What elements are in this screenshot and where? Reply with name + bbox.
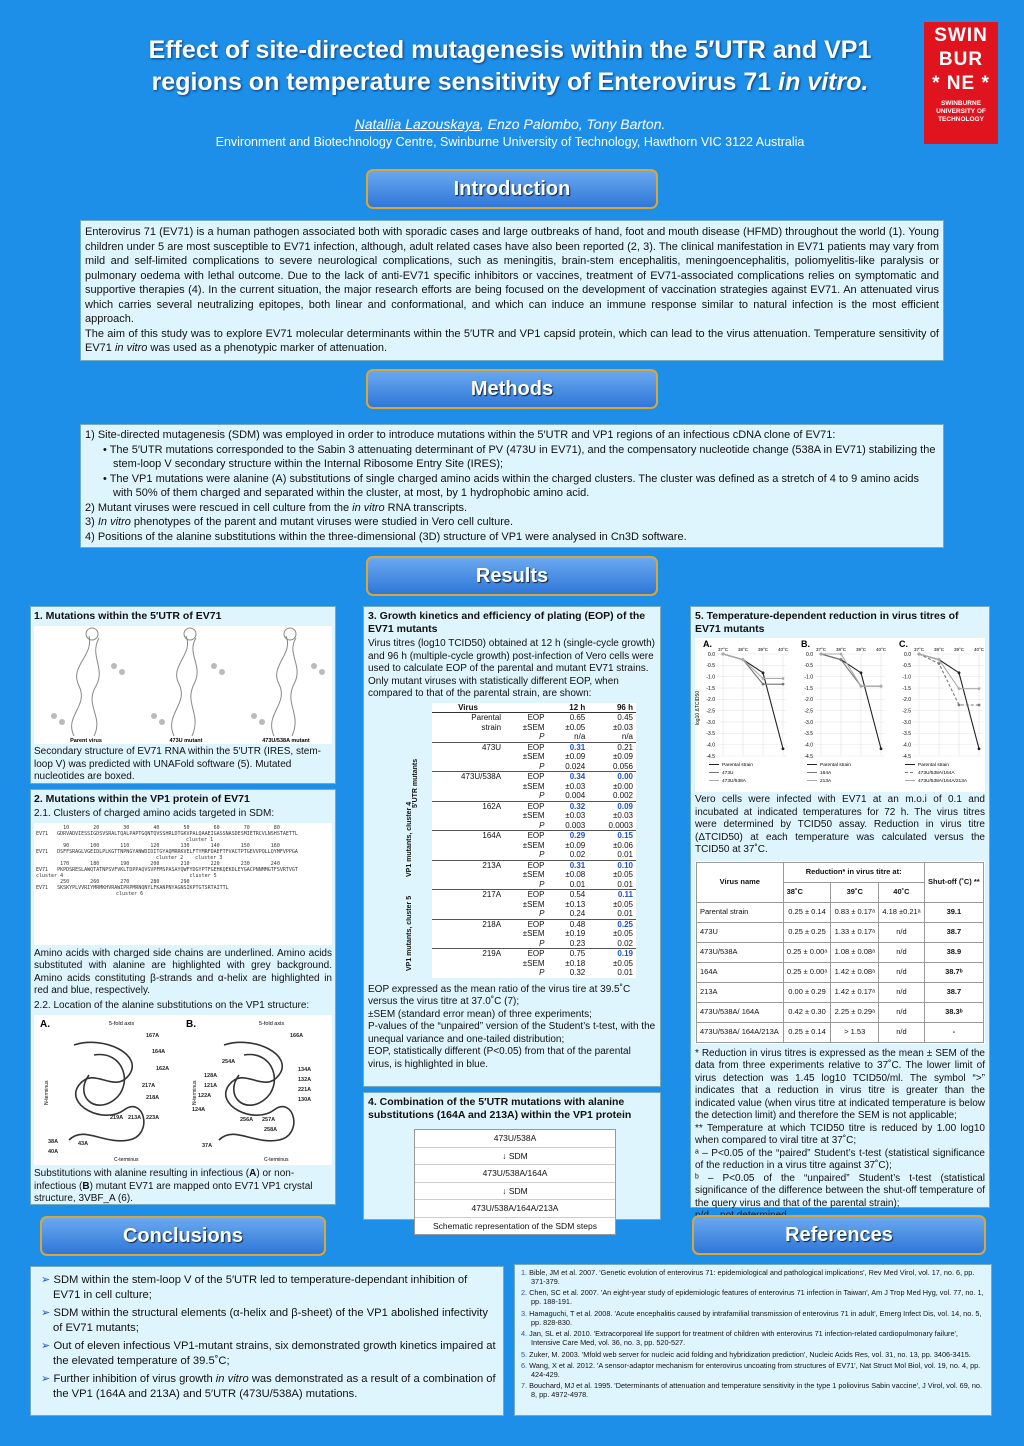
y-tick-label: -1.0 xyxy=(706,674,715,681)
reference-item: 7. Bouchard, MJ et al. 1995. 'Determinants of attenuation and temperature sensitivity in the type 1 poliovirus Sabin vaccine', J Virol, vol. 69, no. 8, pp. 4972-4978. xyxy=(521,1381,982,1400)
data-point xyxy=(722,653,725,656)
x-tick-label: 38°C xyxy=(933,647,945,652)
x-tick-label: 40°C xyxy=(777,647,789,652)
data-point xyxy=(958,704,961,707)
eop-row: ±SEM ±0.09 ±0.06 xyxy=(522,840,633,850)
rna-structures xyxy=(34,626,334,744)
y-tick-label: -4.0 xyxy=(804,742,813,749)
group-label-5utr: 5′UTR mutants xyxy=(412,757,419,808)
svg-text:130A: 130A xyxy=(298,1097,312,1103)
label-473u538a: 473U/538A mutant xyxy=(262,738,310,744)
series-line xyxy=(723,654,783,749)
title-line-1: Effect of site-directed mutagenesis within the 5′UTR and VP1 xyxy=(148,36,872,64)
legend-entry: 213A xyxy=(820,779,832,784)
svg-text:218A: 218A xyxy=(146,1095,160,1101)
eop-row: P 0.32 0.01 xyxy=(539,968,633,977)
svg-text:43A: 43A xyxy=(78,1141,89,1147)
data-point xyxy=(938,662,941,665)
eop-row: 162A EOP 0.32 0.09 xyxy=(432,801,636,811)
titre-reduction-charts xyxy=(695,638,987,792)
y-tick-label: -4.5 xyxy=(902,753,911,760)
eop-table-wrap xyxy=(406,702,636,978)
eop-note-1: EOP expressed as the mean ratio of the virus tire at 39.5˚C versus the virus titre at 37.0˚C (7); xyxy=(368,983,631,1007)
result-1-title: 1. Mutations within the 5′UTR of EV71 xyxy=(34,610,222,622)
y-tick-label: -4.0 xyxy=(902,742,911,749)
result-2-title: 2. Mutations within the VP1 protein of EV71 xyxy=(34,793,250,805)
eop-row: 473U EOP 0.31 0.21 xyxy=(432,742,636,752)
x-tick-label: 37°C xyxy=(815,647,827,652)
svg-text:221A: 221A xyxy=(298,1087,312,1093)
reduction-table-wrap xyxy=(695,861,985,1044)
svg-text:C-terminus: C-terminus xyxy=(264,1157,289,1163)
svg-text:134A: 134A xyxy=(298,1067,312,1073)
chart-title: A. xyxy=(703,639,712,649)
data-point xyxy=(880,685,883,688)
svg-text:128A: 128A xyxy=(204,1073,218,1079)
conclusion-4: ➢ Further inhibition of virus growth in vitro was demonstrated as a result of a combination of the VP1 (164A and 213A) and 5′UTR (473U/538A) mutations. xyxy=(41,1373,496,1400)
eop-row: P 0.024 0.056 xyxy=(539,761,633,771)
label-473u: 473U mutant xyxy=(169,738,203,744)
y-tick-label: -3.0 xyxy=(804,719,813,726)
y-tick-label: -0.5 xyxy=(902,663,911,670)
x-tick-label: 39°C xyxy=(855,647,867,652)
svg-text:132A: 132A xyxy=(298,1077,312,1083)
series-line xyxy=(919,654,979,705)
introduction-panel xyxy=(80,220,944,361)
eop-row: P 0.02 0.01 xyxy=(539,850,633,859)
footnote-2: ** Temperature at which TCID50 titre is reduced by 1.00 log10 when compared to viral titre at 37˚C; xyxy=(695,1122,985,1146)
y-tick-label: 0.0 xyxy=(708,651,715,658)
legend-entry: 473U/538A xyxy=(722,779,747,784)
data-point xyxy=(762,671,765,674)
reference-list xyxy=(521,1268,985,1399)
panel-a-label: A. xyxy=(40,1019,50,1030)
legend-entry: 473U/538A/164A/213A xyxy=(918,779,968,784)
svg-text:N-terminus: N-terminus xyxy=(44,1080,50,1105)
chart-1 xyxy=(695,639,789,784)
methods-header: Methods xyxy=(366,369,658,409)
legend-entry: 473U/538A/164A xyxy=(918,771,955,776)
data-point xyxy=(958,687,961,690)
group-label-cluster4: VP1 mutants, cluster 4 xyxy=(406,800,413,877)
series-line xyxy=(821,654,881,749)
data-point xyxy=(860,685,863,688)
result-2-sub1: 2.1. Clusters of charged amino acids targeted in SDM: xyxy=(34,808,275,819)
conclusions-header: Conclusions xyxy=(40,1216,326,1256)
series-line xyxy=(821,654,881,686)
label-parent: Parent virus xyxy=(70,738,102,744)
swinburne-logo: SWIN BUR * NE * SWINBURNE UNIVERSITY OF TECHNOLOGY xyxy=(924,22,998,144)
svg-text:166A: 166A xyxy=(290,1033,304,1039)
svg-text:164A: 164A xyxy=(152,1049,166,1055)
svg-text:217A: 217A xyxy=(142,1083,156,1089)
intro-paragraph-2: The aim of this study was to explore EV71 molecular determinants within the 5′UTR and VP1 capsid protein, which can lead to the virus attenuation. Temperature sensitivity of EV71 in vitro was used as a phenotypic marker of attenuation. xyxy=(85,327,939,354)
data-point xyxy=(782,677,785,680)
method-2: 2) Mutant viruses were rescued in cell culture from the in vitro RNA transcripts. xyxy=(85,501,468,514)
conclusions-panel xyxy=(30,1266,504,1416)
x-tick-label: 40°C xyxy=(875,647,887,652)
chart-title: C. xyxy=(899,639,908,649)
result-5-title: 5. Temperature-dependent reduction in virus titres of EV71 mutants xyxy=(695,610,959,635)
conclusion-2: ➢ SDM within the structural elements (α-helix and β-sheet) of the VP1 abolished infectivity of EV71 mutants; xyxy=(41,1307,488,1334)
authors: Natallia Lazouskaya, Enzo Palombo, Tony Barton. xyxy=(354,116,666,132)
references-header: References xyxy=(692,1215,986,1255)
x-tick-label: 38°C xyxy=(835,647,847,652)
eop-row: strain ±SEM ±0.05 ±0.03 xyxy=(481,722,633,732)
y-tick-label: -4.5 xyxy=(706,753,715,760)
eop-row: P n/a n/a xyxy=(539,732,633,741)
eop-row: ±SEM ±0.18 ±0.05 xyxy=(522,958,633,968)
reduction-row: 473U/538A/ 164A/213A 0.25 ± 0.14 > 1.53 n/d - xyxy=(697,1022,984,1042)
svg-text:213A: 213A xyxy=(128,1115,142,1121)
group-label-cluster5: VP1 mutants, cluster 5 xyxy=(406,894,413,971)
x-tick-label: 39°C xyxy=(757,647,769,652)
rna-structure-figure xyxy=(34,626,332,744)
eop-row: ±SEM ±0.13 ±0.05 xyxy=(522,899,633,909)
data-point xyxy=(918,653,921,656)
vp1-structures xyxy=(34,1015,334,1165)
svg-text:256A: 256A xyxy=(240,1117,254,1123)
legend-entry: Parental strain xyxy=(820,763,851,768)
svg-text:219A: 219A xyxy=(110,1115,124,1121)
eop-row: ±SEM ±0.03 ±0.00 xyxy=(522,781,633,791)
eop-row: 213A EOP 0.31 0.10 xyxy=(432,860,636,870)
svg-text:257A: 257A xyxy=(262,1117,276,1123)
eop-row: ±SEM ±0.03 ±0.03 xyxy=(522,811,633,820)
reduction-table: Virus name Reduction* in virus titre at: Shut-off (˚C) ** 38˚C 39˚C 40˚C Parental strain 0.25 ± 0.14 0.83 ± 0.17ᵃ 4.18 ±0.21ᵃ 39.1 473U 0.25 ± 0.25 1.33 ± 0.17ᵃ n/d 38.7 473U/538A 0.25 ± 0.00ᵃ 1.08 ± 0.08ᵃ n/d 38.9 164A 0.25 ± 0.00ᵃ 1.42 ± 0.08ᵃ n/d 38.7ᵇ 213A 0.00 ± 0.29 1.42 ± 0.17ᵃ n/d 38.7 473U/538A/ 164A 0.42 ± 0.30 2.25 ± 0.29ᵃ n/d 38.3ᵇ 473U/538A/ 164A/213A 0.25 ± 0.14 > 1.53 n/d - xyxy=(696,862,984,1043)
sequence-alignment: 10 20 30 40 50 60 70 80 EV71 GDRVADVIESSIGDSVSRALTQALPAPTGQNTQVSSHRLDTGKVPALQAAEIGASSNASDESMIETRCVLNSHSTAETTL cluster 1 90 100 110 120 130 140 150 160 EV71 DSFFSRAGLVGEIDLPLKGTTNPNGYANWDIDITGYAQMRRKVELFTYMRFDAEFTFVACTPTGEVVPQLLQYMFVPPGA cluster 2 cluster 3 170 180 190 200 210 220 230 240 EV71 PKPDSRESLAWQTATNPSVFVKLTDPPAQVSVPFMSPASAYQWFYDGYPTFGEHKQEKDLEYGACPNNMMGTFSVRTVGT cluster 4 cluster 5 250 260 270 280 290 EV71 SKSKYPLVVRIYMRMKHVRAWIPRPMRNQNYLFKANPNYAGNSIKPTGTSRTAITTL cluster 6 xyxy=(34,823,332,945)
chart-ylabel: log10 ΔTCID50 xyxy=(695,690,701,726)
eop-row: 164A EOP 0.29 0.15 xyxy=(432,831,636,841)
data-point xyxy=(860,671,863,674)
y-tick-label: -2.0 xyxy=(706,697,715,704)
y-tick-label: -3.0 xyxy=(902,719,911,726)
eop-row: 219A EOP 0.75 0.19 xyxy=(432,949,636,959)
result-5-text: Vero cells were infected with EV71 at an m.o.i of 0.1 and incubated at indicated temperatures for 72 h. The virus titres were determined by TCID50 assay. Reduction in virus titre (ΔTCID50) at each temperature was calculated versus the TCID50 at 37˚C. xyxy=(695,794,985,855)
references-panel xyxy=(514,1264,992,1416)
svg-text:C-terminus: C-terminus xyxy=(114,1157,139,1163)
data-point xyxy=(958,671,961,674)
svg-text:122A: 122A xyxy=(198,1093,212,1099)
y-tick-label: -3.5 xyxy=(804,731,813,738)
data-point xyxy=(978,704,981,707)
reference-item: 6. Wang, X et al. 2012. 'A sensor-adaptor mechanism for enterovirus uncoating from structures of EV71', Nat Struct Mol Biol, vol. 19, no. 4, pp. 424-429. xyxy=(521,1360,981,1379)
method-4: 4) Positions of the alanine substitutions within the three-dimensional (3D) structure of VP1 were analysed in Cn3D software. xyxy=(85,530,687,543)
y-tick-label: -2.5 xyxy=(902,708,911,715)
y-tick-label: -3.5 xyxy=(902,731,911,738)
y-tick-label: -0.5 xyxy=(804,663,813,670)
data-point xyxy=(742,658,745,661)
data-point xyxy=(840,658,843,661)
method-1b: • The VP1 mutations were alanine (A) substitutions of single charged amino acids within the charged clusters. The cluster was defined as a stretch of 4 to 9 amino acids with 50% of them charged and separated within the cluster, at most, by 1 hydrophobic amino acid. xyxy=(103,472,920,499)
legend-entry: 164A xyxy=(820,771,832,776)
svg-text:40A: 40A xyxy=(48,1149,59,1155)
footnote-1: * Reduction in virus titres is expressed as the mean ± SEM of the data from three experiments relative to 37˚C. The lower limit of virus detection was 1.45 log10 TCID50/ml. The symbol “>” indicates that a reduction in virus titre is greater than the indicated value (when virus titre at indicated temperature is below the detection limit) and therefore the SEM is not applicable; xyxy=(695,1047,985,1121)
x-tick-label: 37°C xyxy=(913,647,925,652)
y-tick-label: -1.5 xyxy=(804,685,813,692)
eop-row: ±SEM ±0.09 ±0.09 xyxy=(522,752,633,761)
result-4-title: 4. Combination of the 5′UTR mutations with alanine substitutions (164A and 213A) within the VP1 protein xyxy=(368,1096,632,1121)
data-point xyxy=(782,747,785,750)
reduction-row: 473U/538A/ 164A 0.42 ± 0.30 2.25 ± 0.29ᵃ n/d 38.3ᵇ xyxy=(697,1002,984,1022)
data-point xyxy=(762,677,765,680)
conclusion-1: ➢ SDM within the stem-loop V of the 5′UTR led to temperature-dependant inhibition of EV71 in cell culture; xyxy=(41,1274,468,1301)
y-tick-label: -2.0 xyxy=(902,697,911,704)
result-1-caption: Secondary structure of EV71 RNA within the 5′UTR (IRES, stem-loop V) was predicted with UNAFold software (5). Mutated nucleotides are boxed. xyxy=(34,746,321,782)
data-point xyxy=(880,747,883,750)
method-3: 3) In vitro phenotypes of the parent and mutant viruses were studied in Vero cell culture. xyxy=(85,516,514,528)
y-tick-label: -4.5 xyxy=(804,753,813,760)
eop-note-4: EOP, statistically different (P<0.05) from that of the parental virus, is highlighted in blue. xyxy=(368,1046,631,1070)
svg-text:167A: 167A xyxy=(146,1033,160,1039)
eop-row: Parental EOP 0.65 0.45 xyxy=(471,713,633,722)
result-3-title: 3. Growth kinetics and efficiency of plating (EOP) of the EV71 mutants xyxy=(368,610,646,635)
svg-text:258A: 258A xyxy=(264,1127,278,1133)
y-tick-label: 0.0 xyxy=(904,651,911,658)
chart-3 xyxy=(899,639,985,784)
poster-title xyxy=(90,34,930,98)
reference-item: 1. Bible, JM et al. 2007. 'Genetic evolution of enterovirus 71: epidemiological and pathological implications', Rev Med Virol, vol. 17, no. 6, pp. 371-379. xyxy=(521,1268,975,1286)
chart-2 xyxy=(801,639,887,784)
reduction-row: Parental strain 0.25 ± 0.14 0.83 ± 0.17ᵃ 4.18 ±0.21ᵃ 39.1 xyxy=(697,902,984,922)
methods-panel xyxy=(80,424,944,548)
data-point xyxy=(978,687,981,690)
y-tick-label: -2.5 xyxy=(804,708,813,715)
result-2-caption-2: Substitutions with alanine resulting in infectious (A) or non-infectious (B) mutant EV71 are mapped onto EV71 VP1 crystal structure, 3VBF_A (6). xyxy=(34,1168,313,1204)
legend-entry: Parental strain xyxy=(722,763,753,768)
y-tick-label: -3.0 xyxy=(706,719,715,726)
eop-row: P 0.004 0.002 xyxy=(539,791,633,800)
panel-b-label: B. xyxy=(186,1019,196,1030)
eop-row: 473U/538A EOP 0.34 0.00 xyxy=(432,772,636,782)
eop-row: ±SEM ±0.08 ±0.05 xyxy=(522,870,633,879)
results-header: Results xyxy=(366,556,658,596)
reference-item: 4. Jan, SL et al. 2010. 'Extracorporeal life support for treatment of children with enterovirus 71 infection-related cardiopulmonary failure', Intensive Care Med, vol. 36, no. 3, pp. 520-527. xyxy=(521,1329,958,1348)
data-point xyxy=(820,653,823,656)
eop-row: 218A EOP 0.48 0.25 xyxy=(432,919,636,929)
reduction-row: 164A 0.25 ± 0.00ᵃ 1.42 ± 0.08ᵃ n/d 38.7ᵇ xyxy=(697,962,984,982)
x-tick-label: 37°C xyxy=(717,647,729,652)
conclusion-3: ➢ Out of eleven infectious VP1-mutant strains, six demonstrated growth kinetics impaired at the elevated temperature of 39.5˚C; xyxy=(41,1340,496,1367)
svg-text:124A: 124A xyxy=(192,1107,206,1113)
series-line xyxy=(919,654,979,689)
reference-item: 3. Hamaguchi, T et al. 2008. 'Acute encephalitis caused by intrafamilial transmission of enterovirus 71 in adult', Emerg Infect Dis, vol. 14, no. 5, pp. 828-830. xyxy=(521,1308,982,1327)
y-tick-label: -1.5 xyxy=(902,685,911,692)
y-tick-label: -2.0 xyxy=(804,697,813,704)
y-tick-label: -1.5 xyxy=(706,685,715,692)
title-line-2: regions on temperature sensitivity of Enterovirus 71 in vitro. xyxy=(151,68,869,96)
svg-text:5-fold axis: 5-fold axis xyxy=(259,1021,285,1027)
y-tick-label: -3.5 xyxy=(706,731,715,738)
svg-text:162A: 162A xyxy=(156,1066,170,1072)
y-tick-label: -1.0 xyxy=(902,674,911,681)
result-3-panel xyxy=(363,606,661,1087)
legend-entry: Parental strain xyxy=(918,763,949,768)
legend-entry: 473U xyxy=(722,771,734,776)
y-tick-label: -2.5 xyxy=(706,708,715,715)
reduction-row: 473U/538A 0.25 ± 0.00ᵃ 1.08 ± 0.08ᵃ n/d 38.9 xyxy=(697,942,984,962)
method-1a: • The 5′UTR mutations corresponded to the Sabin 3 attenuating determinant of PV (473U in EV71), and the compensatory nucleotide change (538A in EV71) stabilizing the stem-loop V secondary structure within the Internal Ribosome Entry Site (IRES); xyxy=(103,443,936,470)
svg-text:37A: 37A xyxy=(202,1143,213,1149)
reference-item: 2. Chen, SC et al. 2007. 'An eight-year study of epidemiologic features of enterovirus 71 infection in Taiwan', Am J Trop Med Hyg, vol. 77, no. 1, pp. 188-191. xyxy=(521,1288,984,1307)
affiliation: Environment and Biotechnology Centre, Swinburne University of Technology, Hawthorn VIC 3122 Australia xyxy=(215,135,805,149)
eop-row: ±SEM ±0.19 ±0.05 xyxy=(522,929,633,938)
vp1-structure-figure xyxy=(34,1015,332,1165)
svg-text:121A: 121A xyxy=(204,1083,218,1089)
x-tick-label: 38°C xyxy=(737,647,749,652)
x-tick-label: 40°C xyxy=(973,647,985,652)
intro-paragraph-1: Enterovirus 71 (EV71) is a human pathogen associated both with sporadic cases and large outbreaks of hand, foot and mouth disease (HFMD) throughout the world (1). Young children under 5 are most susceptible to EV71 infection, although, adult related cases have also been reported (2, 3). The clinical manifestation in EV71 patients may vary from mild and self-limited complications to severe neurological complications, such as meningitis, brain-stem encephalitis, meningoencephalitis, poliomyelitis-like paralysis or pulmonary oedema with lethal outcome. Due to the lack of anti-EV71 specific inhibitors or vaccines, treatment of EV71-associated complications relies on symptomatic and supportive therapies (4). In the current situation, the major research efforts are being focused on the development of vaccination strategies against EV71. An attenuated virus which carries several neutralizing epitopes, both linear and conformational, and which can induce an immune response similar to natural infection is the most efficient approach. xyxy=(85,226,939,325)
data-point xyxy=(938,658,941,661)
y-tick-label: -0.5 xyxy=(706,663,715,670)
eop-row: 217A EOP 0.54 0.11 xyxy=(432,890,636,900)
data-point xyxy=(978,747,981,750)
svg-text:5-fold axis: 5-fold axis xyxy=(109,1021,135,1027)
introduction-header: Introduction xyxy=(366,169,658,209)
chart-title: B. xyxy=(801,639,810,649)
reduction-row: 473U 0.25 ± 0.25 1.33 ± 0.17ᵃ n/d 38.7 xyxy=(697,922,984,942)
titre-charts xyxy=(695,638,985,792)
result-3-text: Virus titres (log10 TCID50) obtained at 12 h (single-cycle growth) and 96 h (multiple-cycle growth) post-infection of Vero cells were used to calculate EOP of the parental and mutant EV71 strains. Only mutant viruses with statistically different EOP, when compared to that of the parental strain, are shown: xyxy=(368,638,655,699)
data-point xyxy=(762,683,765,686)
eop-row: P 0.01 0.01 xyxy=(539,879,633,889)
reduction-row: 213A 0.00 ± 0.29 1.42 ± 0.17ᵃ n/d 38.7 xyxy=(697,982,984,1002)
eop-row: P 0.003 0.0003 xyxy=(539,820,633,830)
result-2-caption-1: Amino acids with charged side chains are underlined. Amino acids substituted with alanine are highlighted with grey background. Amino acids constituting β-strands and α-helix are highlighted in red and blue, respectively. xyxy=(34,947,332,996)
result-2-sub2: 2.2. Location of the alanine substitutions on the VP1 structure: xyxy=(34,999,310,1011)
footnote-3: ᵃ – P<0.05 of the “paired” Student’s t-test (statistical significance of the reduction in a virus titre against 37˚C); xyxy=(695,1147,985,1171)
footnote-4: ᵇ – P<0.05 of the “unpaired” Student’s t-test (statistical significance of the difference between the shut-off temperature of the query virus and that of the parental strain); xyxy=(695,1172,985,1209)
sdm-scheme: 473U/538A ↓ SDM 473U/538A/164A ↓ SDM 473U/538A/164A/213A Schematic representation of the SDM steps xyxy=(414,1129,616,1235)
y-tick-label: -4.0 xyxy=(706,742,715,749)
result-5-panel xyxy=(690,606,990,1208)
svg-text:N-terminus: N-terminus xyxy=(192,1080,198,1105)
eop-note-2: ±SEM (standard error mean) of three experiments; xyxy=(368,1008,592,1020)
result-2-panel xyxy=(30,789,336,1205)
result-4-panel xyxy=(363,1092,661,1231)
y-tick-label: 0.0 xyxy=(806,651,813,658)
method-1: 1) Site-directed mutagenesis (SDM) was employed in order to introduce mutations within the 5′UTR and VP1 regions of an infectious cDNA clone of EV71: xyxy=(85,429,836,441)
result-1-panel xyxy=(30,606,336,784)
main-author: Natallia Lazouskaya xyxy=(354,116,480,132)
data-point xyxy=(840,653,843,656)
eop-row: P 0.23 0.02 xyxy=(539,938,633,948)
y-tick-label: -1.0 xyxy=(804,674,813,681)
x-tick-label: 39°C xyxy=(953,647,965,652)
reference-item: 5. Zuker, M. 2003. 'Mfold web server for nucleic acid folding and hybridization prediction', Nucleic Acids Res, vol. 31, no. 13, pp. 3406-3415. xyxy=(521,1349,971,1359)
data-point xyxy=(782,683,785,686)
svg-text:223A: 223A xyxy=(146,1115,160,1121)
eop-table: Virus 12 h 96 h Parental EOP 0.65 0.45 strain ±SEM ±0.05 ±0.03 P n/a n/a 473U EOP 0.31 0.21 ±SEM ±0.09 ±0.09 P 0.024 0.056 473U/538A EOP 0.34 0.00 ±SEM ±0.03 ±0.00 P 0.004 0.002 162A EOP 0.32 0.09 ±SEM ±0.03 ±0.03 P 0.003 0.0003 164A EOP 0.29 0.15 ±SEM ±0.09 ±0.06 P 0.02 0.01 213A EOP 0.31 0.10 ±SEM ±0.08 ±0.05 P 0.01 0.01 217A EOP 0.54 0.11 ±SEM ±0.13 ±0.05 P 0.24 0.01 218A EOP 0.48 0.25 ±SEM ±0.19 ±0.05 P 0.23 0.02 219A EOP 0.75 0.19 ±SEM ±0.18 ±0.05 P 0.32 0.01 xyxy=(432,703,636,978)
svg-text:38A: 38A xyxy=(48,1139,59,1145)
series-line xyxy=(919,654,979,749)
svg-text:254A: 254A xyxy=(222,1059,236,1065)
eop-note-3: P-values of the “unpaired” version of the Student’s t-test, with the unequal variance and one-tailed distribution; xyxy=(368,1021,656,1045)
eop-row: P 0.24 0.01 xyxy=(539,909,633,918)
